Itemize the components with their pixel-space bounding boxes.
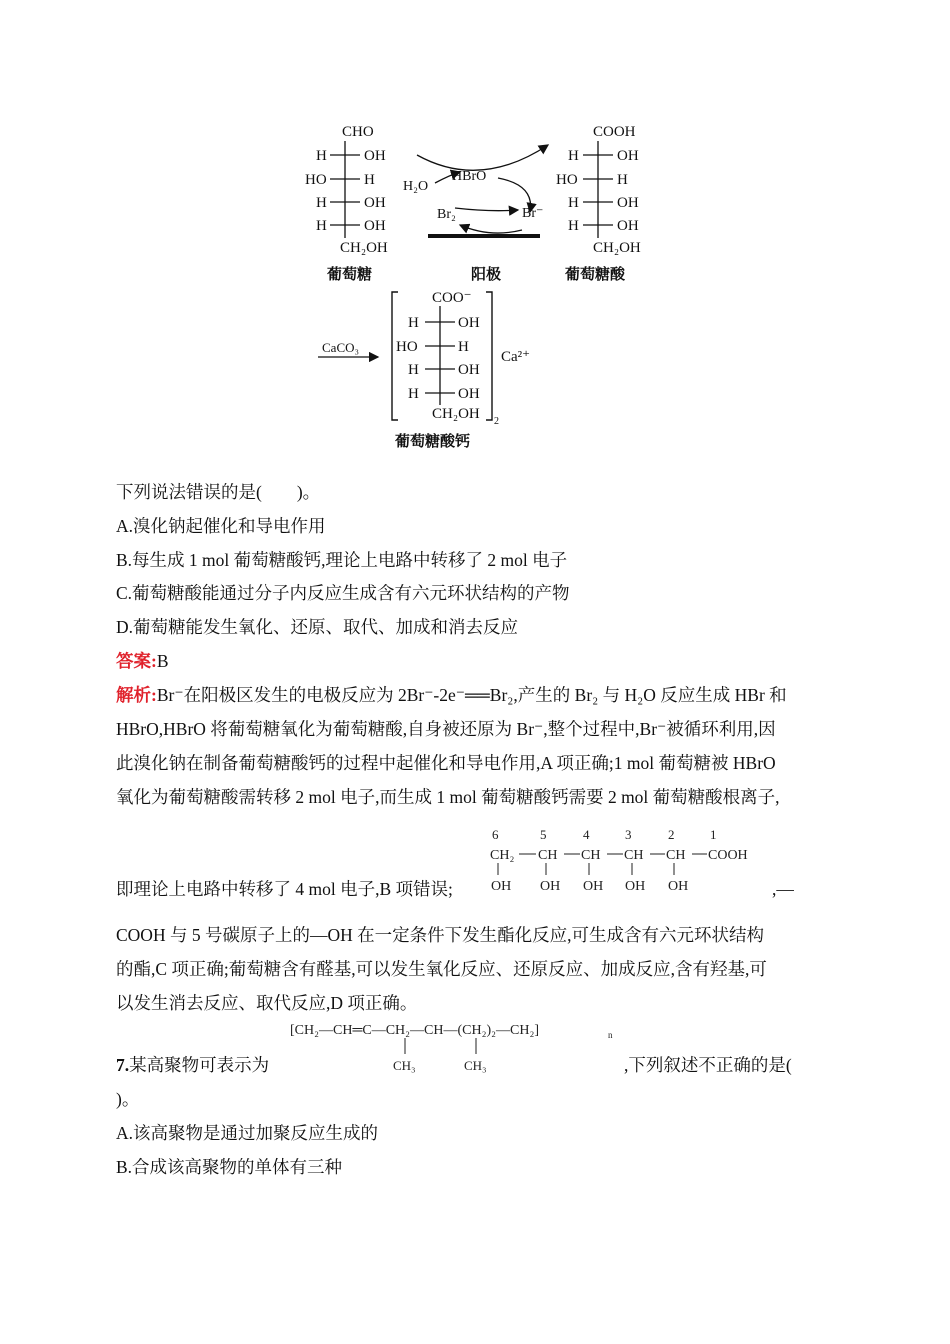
svg-text:H: H [316, 148, 327, 164]
svg-text:COO⁻: COO⁻ [432, 290, 472, 306]
q6-stem: 下列说法错误的是( )。 [116, 482, 321, 502]
q6-option-b: B.每生成 1 mol 葡萄糖酸钙,理论上电路中转移了 2 mol 电子 [116, 550, 568, 570]
gluconic-acid-structure [556, 124, 641, 283]
svg-text:OH: OH [458, 386, 480, 402]
svg-text:CH₂OH: CH₂OH [432, 406, 480, 422]
svg-text:CH: CH [666, 848, 686, 863]
svg-text:OH: OH [583, 879, 604, 894]
hbro-label: HBrO [452, 169, 487, 184]
answer-label: 答案: [116, 651, 157, 671]
svg-text:OH: OH [491, 879, 512, 894]
ca-ion: Ca²⁺ [501, 349, 531, 365]
svg-text:COOH: COOH [593, 124, 636, 140]
svg-text:CH: CH [581, 848, 601, 863]
svg-text:OH: OH [364, 148, 386, 164]
svg-text:H: H [408, 362, 419, 378]
h2o-label: H₂O [403, 179, 429, 194]
svg-text:H: H [568, 148, 579, 164]
analysis-line-2: HBrO,HBrO 将葡萄糖氧化为葡萄糖酸,自身被还原为 Br⁻,整个过程中,Br⁻被循环利用,因 [116, 719, 776, 739]
svg-text:OH: OH [364, 218, 386, 234]
carbon-chain-structure [488, 822, 768, 900]
svg-text:6: 6 [492, 827, 499, 842]
q7-stem-line: 7.某高聚物可表示为 [116, 1055, 270, 1075]
svg-text:CH₃: CH₃ [393, 1058, 416, 1073]
svg-text:4: 4 [583, 827, 590, 842]
q6-option-d: D.葡萄糖能发生氧化、还原、取代、加成和消去反应 [116, 617, 519, 637]
br2-label: Br₂ [437, 207, 456, 222]
analysis-line-5: 即理论上电路中转移了 4 mol 电子,B 项错误; [116, 879, 453, 899]
svg-text:2: 2 [668, 827, 675, 842]
svg-text:OH: OH [668, 879, 689, 894]
polymer-structure [288, 1014, 628, 1076]
svg-text:1: 1 [710, 827, 717, 842]
svg-text:H: H [617, 172, 628, 188]
analysis-line-7: 的酯,C 项正确;葡萄糖含有醛基,可以发生氧化反应、还原反应、加成反应,含有羟基,可 [116, 959, 767, 979]
svg-text:CH: CH [538, 848, 558, 863]
anode-cycle [403, 145, 548, 283]
q7-number: 7. [116, 1055, 130, 1075]
svg-text:HO: HO [396, 339, 418, 355]
svg-text:n: n [608, 1030, 613, 1040]
q7-stem-end: )。 [116, 1089, 140, 1109]
svg-text:H: H [568, 195, 579, 211]
analysis-line-4: 氧化为葡萄糖酸需转移 2 mol 电子,而生成 1 mol 葡萄糖酸钙需要 2 mol 葡萄糖酸根离子, [116, 787, 780, 807]
svg-text:OH: OH [625, 879, 646, 894]
svg-text:H: H [316, 218, 327, 234]
svg-text:OH: OH [458, 315, 480, 331]
svg-text:H: H [364, 172, 375, 188]
glucose-bottom: CH₂OH [340, 240, 388, 256]
q6-option-a: A.溴化钠起催化和导电作用 [116, 516, 326, 536]
polymer-main: [CH₂—CH═C—CH₂—CH—(CH₂)₂—CH₂] [290, 1023, 539, 1038]
svg-text:CH₂OH: CH₂OH [593, 240, 641, 256]
caco3-reagent: CaCO₃ [322, 340, 360, 355]
calcium-caption: 葡萄糖酸钙 [395, 434, 471, 450]
svg-text:CH: CH [624, 848, 644, 863]
analysis-line-6: COOH 与 5 号碳原子上的—OH 在一定条件下发生酯化反应,可生成含有六元环状结构 [116, 925, 764, 945]
svg-text:H: H [568, 218, 579, 234]
glucose-caption: 葡萄糖 [327, 267, 373, 283]
svg-text:OH: OH [458, 362, 480, 378]
analysis-line-5-tail: ,— [772, 879, 794, 899]
analysis-line-3: 此溴化钠在制备葡萄糖酸钙的过程中起催化和导电作用,A 项正确;1 mol 葡萄糖被 HBrO [116, 753, 776, 773]
calcium-gluconate-structure [318, 290, 530, 450]
svg-text:H: H [408, 315, 419, 331]
analysis-line-8: 以发生消去反应、取代反应,D 项正确。 [116, 993, 418, 1013]
reaction-diagram [0, 0, 950, 470]
q6-answer [116, 649, 169, 673]
svg-text:HO: HO [305, 172, 327, 188]
svg-text:H: H [316, 195, 327, 211]
q7-stem-tail: ,下列叙述不正确的是( [624, 1055, 792, 1075]
q6-option-c: C.葡萄糖酸能通过分子内反应生成含有六元环状结构的产物 [116, 583, 570, 603]
anode-caption: 阳极 [471, 267, 502, 283]
svg-text:COOH: COOH [708, 848, 748, 863]
svg-text:OH: OH [617, 218, 639, 234]
answer-value: B [156, 651, 169, 671]
svg-text:HO: HO [556, 172, 578, 188]
br-minus-label: Br⁻ [522, 206, 544, 221]
q7-option-a: A.该高聚物是通过加聚反应生成的 [116, 1123, 379, 1143]
svg-text:H: H [408, 386, 419, 402]
q7-option-b: B.合成该高聚物的单体有三种 [116, 1157, 343, 1177]
svg-text:OH: OH [364, 195, 386, 211]
svg-text:5: 5 [540, 827, 547, 842]
svg-text:OH: OH [540, 879, 561, 894]
svg-text:OH: OH [617, 195, 639, 211]
svg-text:3: 3 [625, 827, 632, 842]
svg-text:H: H [458, 339, 469, 355]
svg-text:CH₂: CH₂ [490, 848, 515, 863]
svg-text:OH: OH [617, 148, 639, 164]
gluconic-caption: 葡萄糖酸 [565, 267, 626, 283]
svg-text:CH₃: CH₃ [464, 1058, 487, 1073]
analysis-label: 解析: [116, 685, 157, 705]
glucose-top: CHO [342, 124, 374, 140]
analysis-line-1: 解析:Br⁻在阳极区发生的电极反应为 2Br⁻-2e⁻══Br₂,产生的 Br₂ 与 H₂O 反应生成 HBr 和 [116, 685, 787, 705]
svg-text:2: 2 [494, 416, 499, 427]
glucose-structure [305, 124, 388, 283]
